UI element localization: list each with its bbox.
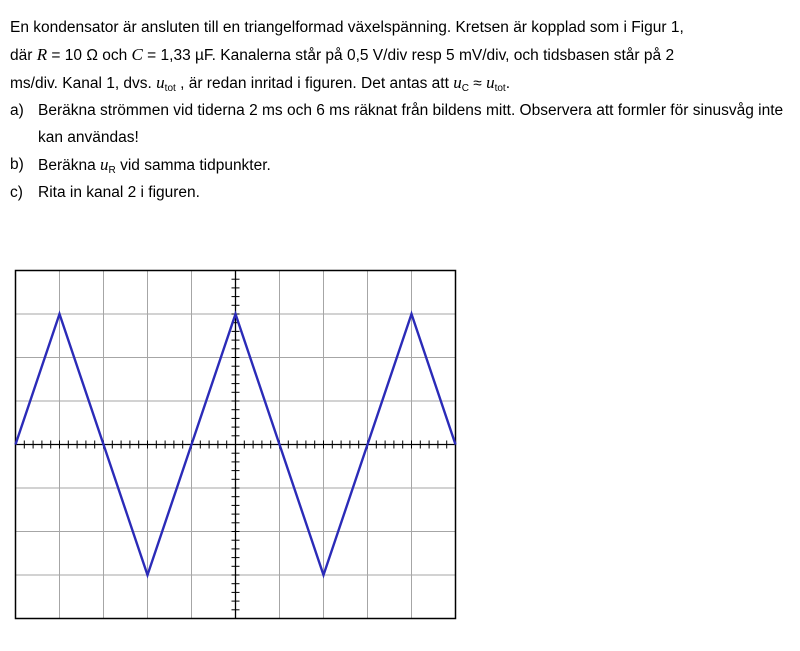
task-text: Beräkna xyxy=(38,157,101,174)
subscript-c: C xyxy=(461,83,469,94)
intro-text: = 10 Ω och xyxy=(47,47,132,64)
task-list xyxy=(10,97,792,206)
symbol-u: u xyxy=(156,73,165,92)
intro-text: = 1,33 µF. Kanalerna står på 0,5 V/div resp 5 mV/div, och tidsbasen står på 2 xyxy=(142,47,675,64)
task-a xyxy=(10,97,792,151)
task-letter: a) xyxy=(10,102,24,119)
subscript-r: R xyxy=(108,165,116,176)
task-b xyxy=(10,151,792,179)
problem-intro xyxy=(10,14,792,97)
intro-line xyxy=(10,14,792,41)
intro-line xyxy=(10,69,792,97)
intro-text: där xyxy=(10,47,37,64)
task-c xyxy=(10,179,792,206)
symbol-r: R xyxy=(36,45,48,64)
task-letter: b) xyxy=(10,156,24,173)
task-letter: c) xyxy=(10,184,23,201)
oscilloscope-figure xyxy=(14,269,457,625)
task-text: vid samma tidpunkter. xyxy=(115,157,271,174)
intro-line xyxy=(10,41,792,69)
symbol-u: u xyxy=(453,73,462,92)
intro-text: . xyxy=(505,75,511,92)
subscript-tot: tot xyxy=(494,83,506,94)
task-text: Rita in kanal 2 i figuren. xyxy=(38,184,200,201)
symbol-u: u xyxy=(486,73,495,92)
symbol-u: u xyxy=(100,155,109,174)
intro-text: , är redan inritad i figuren. Det antas att xyxy=(175,75,454,92)
approx-sign: ≈ xyxy=(468,75,487,92)
intro-text: En kondensator är ansluten till en triangelformad växelspänning. Kretsen är kopplad som i Figur 1, xyxy=(10,19,684,36)
task-text: Beräkna strömmen vid tiderna 2 ms och 6 ms räknat från bildens mitt. Observera att formler för sinusvåg inte kan användas! xyxy=(38,102,784,146)
symbol-c: C xyxy=(131,45,143,64)
problem-text xyxy=(10,14,792,206)
intro-text: ms/div. Kanal 1, dvs. xyxy=(10,75,157,92)
oscilloscope-screen xyxy=(14,269,457,620)
subscript-tot: tot xyxy=(164,83,176,94)
